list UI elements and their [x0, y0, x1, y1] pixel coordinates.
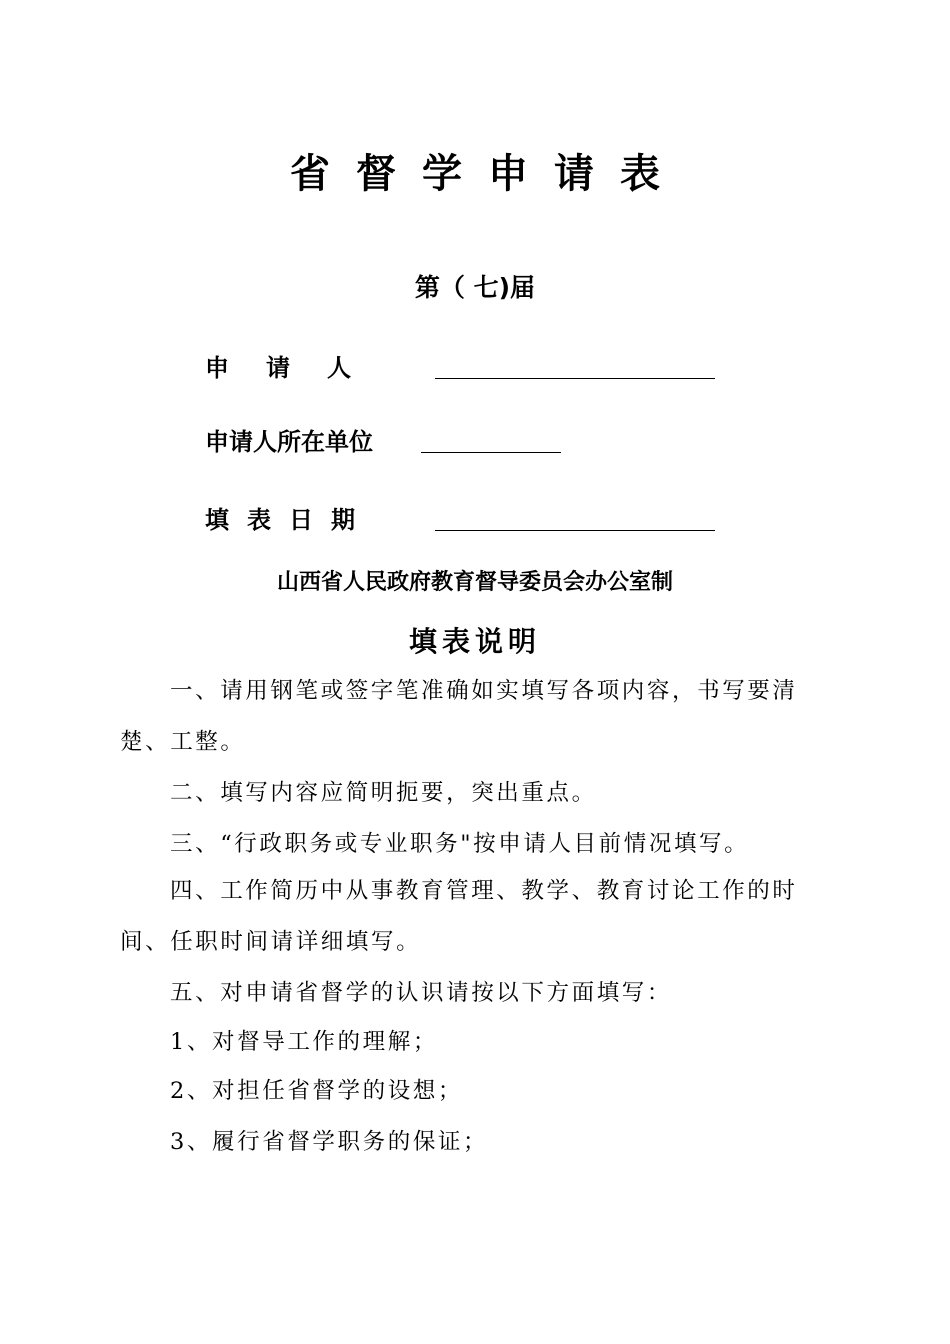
instruction-item: 四、工作简历中从事教育管理、教学、教育讨论工作的时间、任职时间请详细填写。: [120, 878, 798, 955]
issuing-organization: 山西省人民政府教育督导委员会办公室制: [276, 570, 673, 595]
applicant-unit-input-line[interactable]: [421, 452, 561, 453]
instructions-heading: 填表说明: [408, 625, 541, 658]
instruction-item: 二、填写内容应简明扼要，突出重点。: [170, 780, 597, 806]
form-title: 省督学申请表: [290, 151, 686, 197]
applicant-label: 申请人: [205, 354, 388, 382]
applicant-input-line[interactable]: [435, 378, 715, 379]
instruction-item: 五、对申请省督学的认识请按以下方面填写：: [170, 980, 673, 1006]
instruction-item: 2、对担任省督学的设想；: [170, 1078, 464, 1104]
instruction-item: 三、“行政职务或专业职务"按申请人目前情况填写。: [170, 831, 750, 857]
session-number: 第（ 七)届: [414, 273, 536, 302]
applicant-unit-label: 申请人所在单位: [205, 428, 373, 456]
instruction-item: 一、请用钢笔或签字笔准确如实填写各项内容，书写要清楚、工整。: [120, 678, 798, 755]
fill-date-label: 填表日期: [205, 506, 373, 534]
instruction-item: 1、对督导工作的理解；: [170, 1029, 438, 1055]
instruction-item: 3、履行省督学职务的保证；: [170, 1129, 489, 1155]
fill-date-input-line[interactable]: [435, 530, 715, 531]
